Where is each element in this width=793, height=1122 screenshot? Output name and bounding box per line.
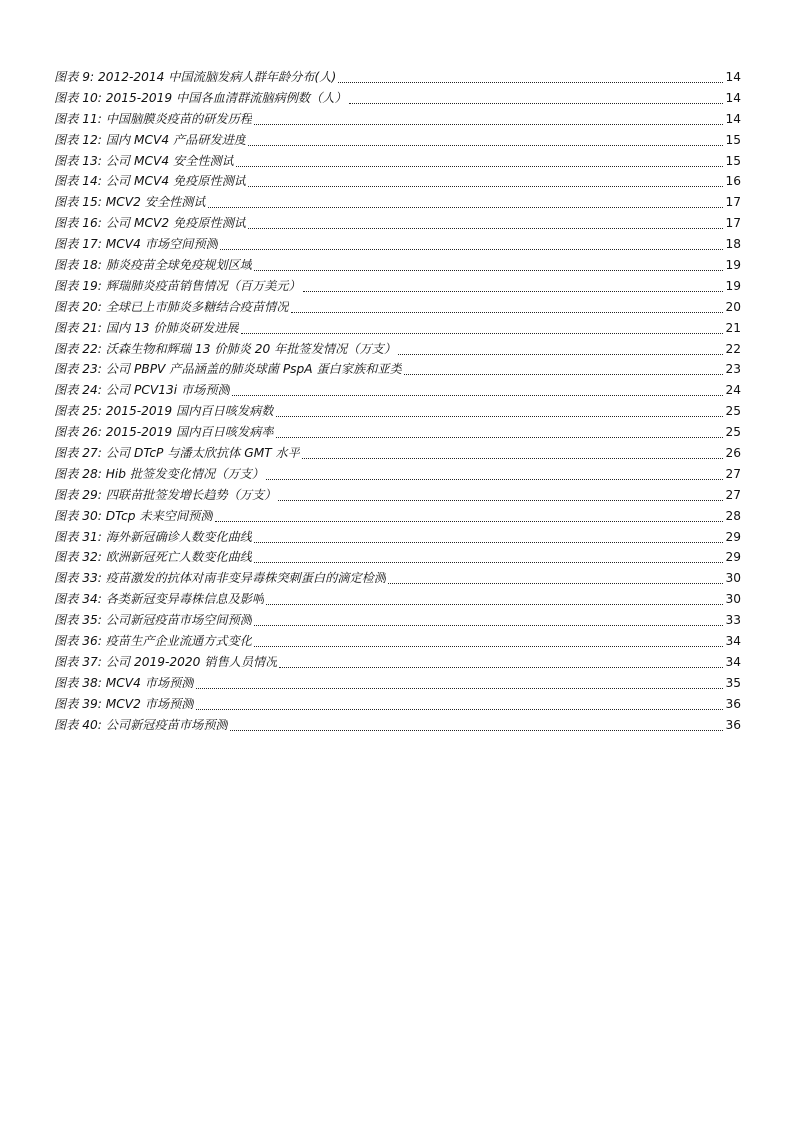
toc-entry-label: 图表 22: (54, 341, 102, 356)
toc-entry-page-number: 25 (725, 404, 741, 419)
toc-entry-page-number: 14 (725, 111, 741, 126)
toc-entry-page-number: 23 (725, 362, 741, 377)
toc-entry-page-number: 22 (725, 341, 741, 356)
toc-entry[interactable] (54, 109, 741, 130)
toc-entry-label: 图表 30: (54, 508, 102, 523)
toc-entry-label: 图表 17: (54, 237, 102, 252)
toc-entry[interactable] (54, 213, 741, 234)
dot-leader (248, 145, 723, 146)
toc-entry[interactable] (54, 171, 741, 192)
toc-entry-title: 欧洲新冠死亡人数变化曲线 (105, 550, 252, 565)
toc-entry-page-number: 30 (725, 592, 741, 607)
toc-entry[interactable] (54, 589, 741, 610)
toc-entry-title: MCV2 安全性测试 (105, 195, 206, 210)
toc-entry[interactable] (54, 234, 741, 255)
toc-entry-label: 图表 16: (54, 216, 102, 231)
dot-leader (220, 249, 724, 250)
toc-entry-page-number: 34 (725, 634, 741, 649)
dot-leader (302, 458, 724, 459)
toc-entry-page-number: 30 (725, 571, 741, 586)
dot-leader (398, 354, 723, 355)
toc-entry-page-number: 19 (725, 258, 741, 273)
toc-entry-label: 图表 26: (54, 425, 102, 440)
toc-entry[interactable] (54, 380, 741, 401)
toc-entry[interactable] (54, 276, 741, 297)
toc-entry-label: 图表 19: (54, 278, 102, 293)
toc-entry-title: DTcp 未来空间预测 (105, 508, 213, 523)
toc-entry[interactable] (54, 652, 741, 673)
toc-entry[interactable] (54, 443, 741, 464)
toc-entry-label: 图表 28: (54, 466, 102, 481)
toc-entry-title: 国内 13 价肺炎研发进展 (105, 320, 239, 335)
toc-entry-page-number: 25 (725, 425, 741, 440)
toc-entry[interactable] (54, 694, 741, 715)
dot-leader (254, 562, 723, 563)
toc-entry-page-number: 17 (725, 216, 741, 231)
toc-entry[interactable] (54, 464, 741, 485)
toc-entry-page-number: 26 (725, 446, 741, 461)
toc-entry-title: 疫苗生产企业流通方式变化 (105, 634, 252, 649)
toc-entry-title: 公司 MCV4 免疫原性测试 (105, 174, 247, 189)
toc-entry-page-number: 24 (725, 383, 741, 398)
toc-entry-title: 公司 PCV13i 市场预测 (105, 383, 230, 398)
toc-entry-page-number: 28 (725, 508, 741, 523)
toc-entry-page-number: 27 (725, 466, 741, 481)
toc-entry-page-number: 16 (725, 174, 741, 189)
toc-entry[interactable] (54, 297, 741, 318)
toc-entry-page-number: 34 (725, 654, 741, 669)
toc-entry-label: 图表 11: (54, 111, 102, 126)
toc-entry-page-number: 27 (725, 487, 741, 502)
toc-entry-title: 公司 DTcP 与潘太欣抗体 GMT 水平 (105, 446, 300, 461)
toc-entry-label: 图表 18: (54, 258, 102, 273)
toc-entry-page-number: 14 (725, 70, 741, 84)
toc-entry-title: 公司 MCV2 免疫原性测试 (105, 216, 247, 231)
toc-entry-page-number: 35 (725, 675, 741, 690)
toc-entry[interactable] (54, 255, 741, 276)
toc-entry[interactable] (54, 318, 741, 339)
dot-leader (266, 604, 723, 605)
toc-entry-title: 国内 MCV4 产品研发进度 (105, 132, 247, 147)
toc-entry-title: 公司新冠疫苗市场预测 (105, 717, 228, 732)
toc-entry-label: 图表 38: (54, 675, 102, 690)
toc-entry-title: 2012-2014 中国流脑发病人群年龄分布(人) (97, 70, 337, 84)
toc-entry[interactable] (54, 192, 741, 213)
toc-entry-page-number: 19 (725, 278, 741, 293)
toc-entry-label: 图表 40: (54, 717, 102, 732)
dot-leader (248, 228, 723, 229)
toc-entry-title: 海外新冠确诊人数变化曲线 (105, 529, 252, 544)
toc-entry-label: 图表 29: (54, 487, 102, 502)
toc-entry-label: 图表 14: (54, 174, 102, 189)
dot-leader (254, 625, 723, 626)
toc-entry-title: 公司 MCV4 安全性测试 (105, 153, 234, 168)
toc-entry-label: 图表 23: (54, 362, 102, 377)
toc-entry-page-number: 36 (725, 717, 741, 732)
dot-leader (278, 500, 723, 501)
dot-leader (338, 82, 723, 83)
toc-entry-title: 沃森生物和辉瑞 13 价肺炎 20 年批签发情况（万支） (105, 341, 397, 356)
toc-entry-label: 图表 24: (54, 383, 102, 398)
toc-entry-page-number: 33 (725, 613, 741, 628)
dot-leader (236, 166, 724, 167)
toc-entry-title: 辉瑞肺炎疫苗销售情况（百万美元） (105, 278, 301, 293)
toc-entry-page-number: 14 (725, 90, 741, 105)
toc-entry[interactable] (54, 568, 741, 589)
toc-entry-label: 图表 32: (54, 550, 102, 565)
toc-entry-label: 图表 36: (54, 634, 102, 649)
toc-entry-page-number: 20 (725, 299, 741, 314)
toc-entry-label: 图表 12: (54, 132, 102, 147)
dot-leader (349, 103, 724, 104)
dot-leader (279, 667, 723, 668)
toc-entry-label: 图表 15: (54, 195, 102, 210)
toc-entry[interactable] (54, 67, 741, 88)
toc-entry[interactable] (54, 151, 741, 172)
toc-entry[interactable] (54, 506, 741, 527)
dot-leader (232, 395, 724, 396)
toc-entry-label: 图表 35: (54, 613, 102, 628)
toc-entry-label: 图表 37: (54, 654, 102, 669)
toc-entry[interactable] (54, 422, 741, 443)
dot-leader (215, 521, 724, 522)
toc-entry[interactable] (54, 547, 741, 568)
toc-entry[interactable] (54, 401, 741, 422)
toc-entry[interactable] (54, 673, 741, 694)
dot-leader (254, 542, 723, 543)
toc-entry[interactable] (54, 359, 741, 380)
dot-leader (303, 291, 724, 292)
dot-leader (276, 437, 724, 438)
toc-entry-title: 各类新冠变异毒株信息及影响 (105, 592, 265, 607)
toc-entry[interactable] (54, 715, 741, 736)
toc-entry-title: 公司新冠疫苗市场空间预测 (105, 613, 252, 628)
toc-entry-title: 公司 2019-2020 销售人员情况 (105, 654, 278, 669)
toc-entry-title: 2015-2019 国内百日咳发病数 (105, 404, 274, 419)
dot-leader (276, 416, 724, 417)
toc-entry-page-number: 15 (725, 132, 741, 147)
toc-entry-title: 四联苗批签发增长趋势（万支） (105, 487, 277, 502)
toc-entry-title: 中国脑膜炎疫苗的研发历程 (105, 111, 252, 126)
dot-leader (404, 374, 724, 375)
toc-entry-page-number: 18 (725, 237, 741, 252)
toc-entry-title: 公司 PBPV 产品涵盖的肺炎球菌 PspA 蛋白家族和亚类 (105, 362, 402, 377)
toc-entry-page-number: 29 (725, 550, 741, 565)
dot-leader (254, 124, 723, 125)
toc-entry[interactable] (54, 527, 741, 548)
toc-entry-label: 图表 13: (54, 153, 102, 168)
toc-entry-title: 2015-2019 国内百日咳发病率 (105, 425, 274, 440)
toc-entry-page-number: 21 (725, 320, 741, 335)
toc-entry-title: Hib 批签发变化情况（万支） (105, 466, 264, 481)
toc-entry-page-number: 36 (725, 696, 741, 711)
dot-leader (266, 479, 724, 480)
toc-entry-title: 2015-2019 中国各血清群流脑病例数（人） (105, 90, 347, 105)
toc-entry-label: 图表 10: (54, 90, 102, 105)
toc-entry-label: 图表 34: (54, 592, 102, 607)
toc-entry-title: 疫苗激发的抗体对南非变异毒株突刺蛋白的滴定检测 (105, 571, 387, 586)
figure-list (54, 67, 741, 736)
dot-leader (196, 688, 724, 689)
toc-entry[interactable] (54, 485, 741, 506)
toc-entry-label: 图表 9: (54, 70, 95, 84)
toc-entry-label: 图表 31: (54, 529, 102, 544)
toc-entry[interactable] (54, 339, 741, 360)
toc-entry-label: 图表 21: (54, 320, 102, 335)
toc-entry-title: MCV4 市场空间预测 (105, 237, 218, 252)
toc-entry-label: 图表 20: (54, 299, 102, 314)
dot-leader (196, 709, 724, 710)
toc-entry-title: MCV4 市场预测 (105, 675, 194, 690)
dot-leader (254, 646, 723, 647)
toc-entry-page-number: 17 (725, 195, 741, 210)
toc-entry[interactable] (54, 631, 741, 652)
toc-entry[interactable] (54, 88, 741, 109)
toc-entry-title: 全球已上市肺炎多糖结合疫苗情况 (105, 299, 289, 314)
toc-entry[interactable] (54, 130, 741, 151)
dot-leader (248, 186, 723, 187)
toc-entry-label: 图表 33: (54, 571, 102, 586)
toc-entry-page-number: 29 (725, 529, 741, 544)
toc-entry-title: 肺炎疫苗全球免疫规划区域 (105, 258, 252, 273)
toc-entry-title: MCV2 市场预测 (105, 696, 194, 711)
toc-entry-label: 图表 27: (54, 446, 102, 461)
toc-entry[interactable] (54, 610, 741, 631)
toc-entry-page-number: 15 (725, 153, 741, 168)
dot-leader (291, 312, 724, 313)
dot-leader (230, 730, 724, 731)
dot-leader (388, 583, 723, 584)
toc-entry-label: 图表 39: (54, 696, 102, 711)
toc-entry-label: 图表 25: (54, 404, 102, 419)
dot-leader (254, 270, 723, 271)
dot-leader (241, 333, 724, 334)
dot-leader (208, 207, 724, 208)
